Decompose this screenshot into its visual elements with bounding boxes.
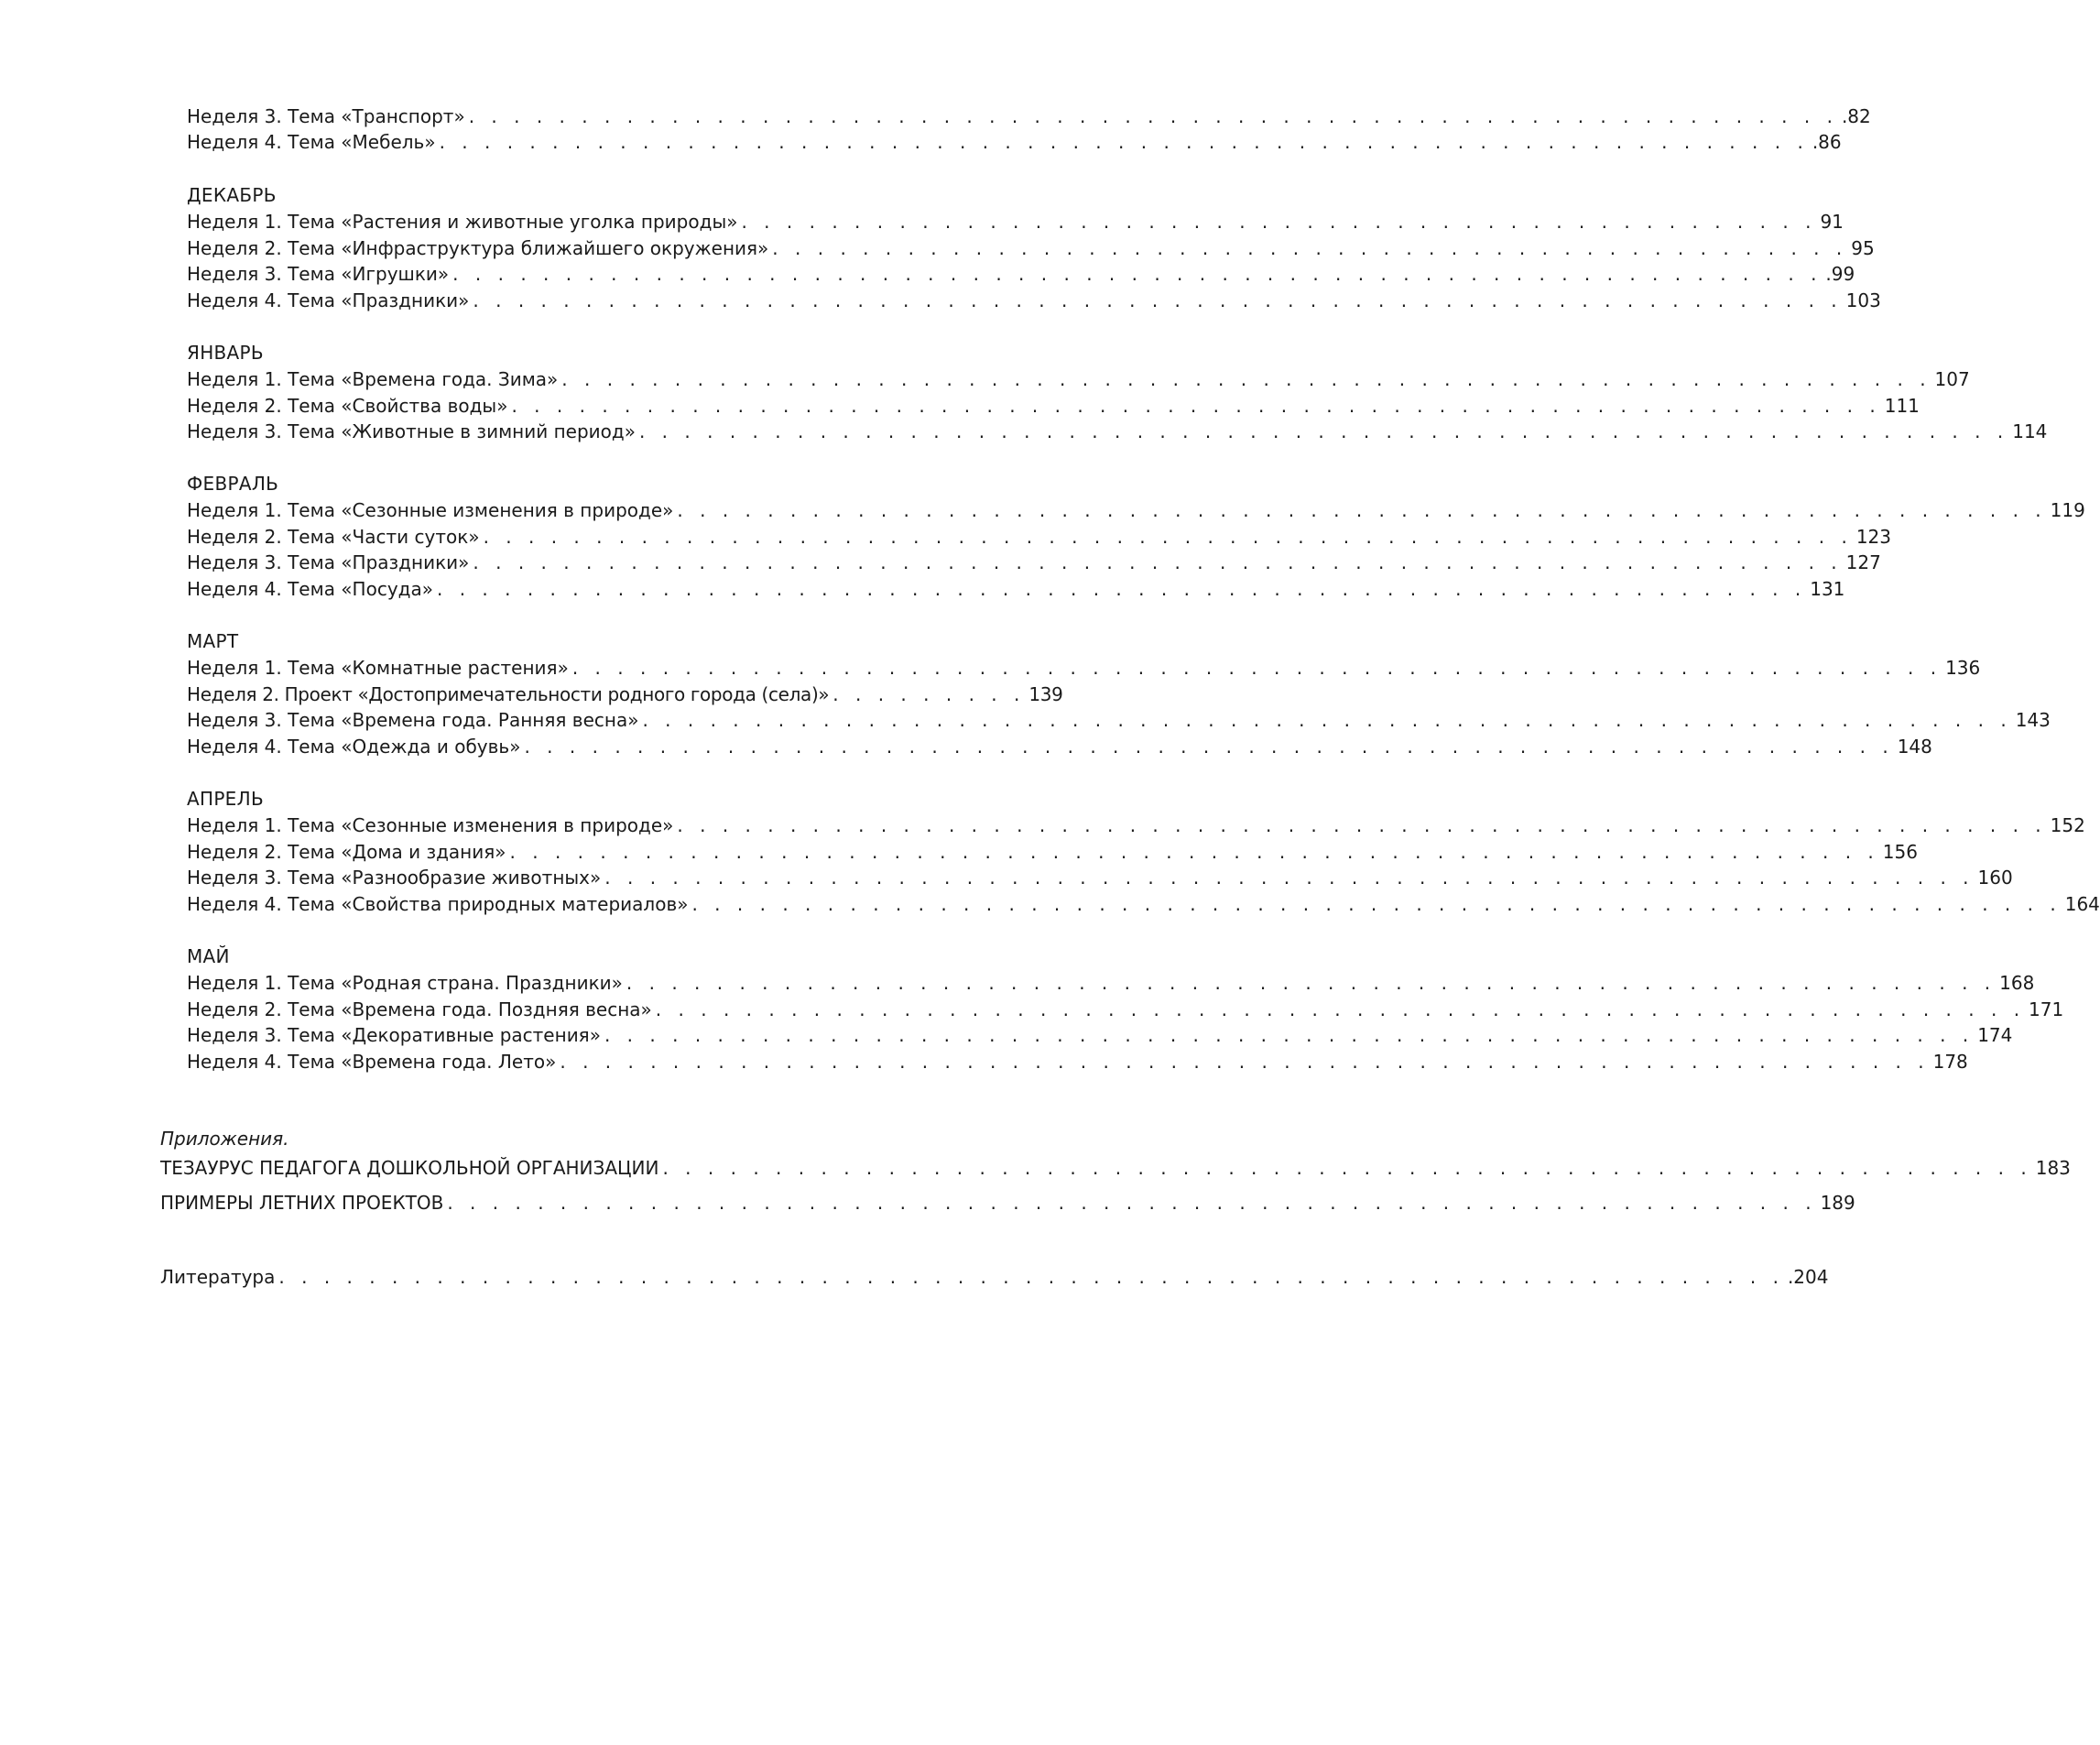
toc-entry[interactable] xyxy=(187,682,1063,707)
toc-entry[interactable] xyxy=(187,419,2048,444)
dot-leader: . . . . . . . . . . . . . . . . . . . . . . . . . . . . . . . . . . . . . . . . . . . . . . . . . . . . . . . . . . . . . xyxy=(561,368,1931,390)
toc-entry[interactable] xyxy=(187,129,1842,155)
entry-title: ПРИМЕРЫ ЛЕТНИХ ПРОЕКТОВ xyxy=(160,1192,444,1214)
dot-leader: . . . . . . . . . . . . . . . . . . . . . . . . . . . . . . . . . . . . . . . . . . . . . . . . xyxy=(741,211,1817,233)
entry-title: Литература xyxy=(160,1266,276,1288)
entry-title: Неделя 4. Тема «Праздники» xyxy=(187,289,470,311)
toc-entry[interactable] xyxy=(187,235,1875,261)
toc-entry[interactable] xyxy=(160,1155,2071,1181)
toc-entry[interactable] xyxy=(187,997,2064,1022)
dot-leader: . . . . . . . . . . . . . . . . . . . . . . . . . . . . . . . . . . . . . . . . . . . . . . . . . . . . . . . . . . . . . xyxy=(604,867,1975,889)
appendix-label: Приложения. xyxy=(160,1128,289,1150)
entry-title: Неделя 2. Тема «Части суток» xyxy=(187,526,480,548)
entry-page: 91 xyxy=(1820,211,1844,233)
toc-entry[interactable] xyxy=(187,865,2013,890)
entry-page: .82 xyxy=(1841,105,1871,127)
dot-leader: . . . . . . . . . . . . . . . . . . . . . . . . . . . . . . . . . . . . . . . . . . . . . . . . xyxy=(772,237,1848,259)
dot-leader: . . . . . . . . . . . . . . . . . . . . . . . . . . . . . . . . . . . . . . . . . . . . . . . . . . . . . . . . . . . . . xyxy=(439,131,1809,153)
entry-title: Неделя 4. Тема «Посуда» xyxy=(187,578,433,600)
entry-page: 178 xyxy=(1932,1051,1968,1073)
dot-leader: . . . . . . . . . . . . . . . . . . . . . . . . . . . . . . . . . . . . . . . . . . . . . . . . . . . . . . . . . . . . . xyxy=(509,841,1879,863)
toc-entry[interactable] xyxy=(160,1190,1855,1216)
entry-page: 139 xyxy=(1028,683,1063,705)
dot-leader: . . . . . . . . . . . . . . . . . . . . . . . . . . . . . . . . . . . . . . . . . . . . . . . . . . . . . . . . . . . . . xyxy=(677,814,2047,836)
entry-title: Неделя 4. Тема «Мебель» xyxy=(187,131,436,153)
entry-title: Неделя 2. Проект «Достопримечательности родного города (села)» xyxy=(187,683,830,705)
entry-title: Неделя 3. Тема «Декоративные растения» xyxy=(187,1024,601,1046)
entry-page: 156 xyxy=(1882,841,1918,863)
toc-entry[interactable] xyxy=(187,655,1981,681)
entry-page: 119 xyxy=(2050,499,2085,521)
entry-page: 152 xyxy=(2050,814,2085,836)
entry-page: 143 xyxy=(2015,709,2051,731)
toc-entry[interactable] xyxy=(187,839,1918,865)
entry-page: 189 xyxy=(1820,1192,1855,1214)
entry-page: 171 xyxy=(2029,998,2064,1020)
entry-title: Неделя 2. Тема «Свойства воды» xyxy=(187,395,508,417)
entry-title: Неделя 2. Тема «Инфраструктура ближайшего окружения» xyxy=(187,237,769,259)
dot-leader: . . . . . . . . . . . . . . . . . . . . . . . . . . . . . . . . . . . . . . . . . . . . . . . . . . . . . . . . . . . . . xyxy=(560,1051,1930,1073)
toc-entry[interactable] xyxy=(187,707,2051,733)
dot-leader: . . . . . . . . . . . . . . . . . . . . . . . . . . . . . . . . . . . . . . . . . . . . . . . . . . . . . . . . . . . . . xyxy=(691,893,2062,915)
entry-title: Неделя 4. Тема «Времена года. Лето» xyxy=(187,1051,557,1073)
entry-page: 95 xyxy=(1851,237,1875,259)
entry-title: ТЕЗАУРУС ПЕДАГОГА ДОШКОЛЬНОЙ ОРГАНИЗАЦИИ xyxy=(160,1157,659,1179)
entry-title: Неделя 3. Тема «Транспорт» xyxy=(187,105,465,127)
toc-entry[interactable] xyxy=(187,261,1855,287)
dot-leader: . . . . . . . . . . . . . . . . . . . . . . . . . . . . . . . . . . . . . . . . . . . . . . . . . . . . . . . . . . . . . xyxy=(655,998,2026,1020)
dot-leader: . . . . . . . . . . . . . . . . . . . . . . . . . . . . . . . . . . . . . . . . . . . . . . . . . . . . . . . . . . . . . xyxy=(604,1024,1975,1046)
entry-page: 103 xyxy=(1845,289,1881,311)
entry-page: 114 xyxy=(2012,420,2048,442)
entry-title: Неделя 2. Тема «Дома и здания» xyxy=(187,841,506,863)
entry-page: 127 xyxy=(1845,551,1881,573)
entry-title: Неделя 1. Тема «Сезонные изменения в природе» xyxy=(187,814,674,836)
toc-entry[interactable] xyxy=(187,497,2085,523)
dot-leader: . . . . . . . . . . . . . . . . . . . . . . . . . . . . . . . . . . . . . . . . . . . . . . . . . . . . . . . . . . . . . xyxy=(468,105,1838,127)
dot-leader: . . . . . . . . . . . . . . . . . . . . . . . . . . . . . . . . . . . . . . . . . . . . . . . . . . . . . . . . . . . . . xyxy=(571,657,1942,679)
entry-title: Неделя 1. Тема «Комнатные растения» xyxy=(187,657,569,679)
entry-title: Неделя 3. Тема «Праздники» xyxy=(187,551,470,573)
toc-entry[interactable] xyxy=(187,1049,1968,1074)
dot-leader: . . . . . . . . . . . . . . . . . . . . . . . . . . . . . . . . . . . . . . . . . . . . . . . . . . . . . . . . . . . . . xyxy=(662,1157,2032,1179)
dot-leader: . . . . . . . . . . . . . . . . . . . . . . . . . . . . . . . . . . . . . . . . . . . . . . . . . . . . . . . . . . . . . xyxy=(511,395,1881,417)
toc-entry[interactable] xyxy=(187,393,1920,419)
entry-title: Неделя 4. Тема «Свойства природных материалов» xyxy=(187,893,689,915)
entry-title: Неделя 4. Тема «Одежда и обувь» xyxy=(187,736,521,758)
entry-title: Неделя 1. Тема «Сезонные изменения в природе» xyxy=(187,499,674,521)
toc-entry[interactable] xyxy=(187,891,2100,917)
entry-page: 174 xyxy=(1977,1024,2013,1046)
dot-leader: . . . . . . . . . . . . . . . . . . . . . . . . . . . . . . . . . . . . . . . . . . . . . . . . . . . . . . . . . . . . . xyxy=(524,736,1894,758)
entry-title: Неделя 3. Тема «Игрушки» xyxy=(187,263,450,285)
month-heading: ФЕВРАЛЬ xyxy=(187,473,279,495)
dot-leader: . . . . . . . . . . . . . . . . . . . . . . . . . . . . . . . . . . . . . . . . . . . . . . . . . . . . . . . . . . . . . xyxy=(436,578,1807,600)
month-heading: МАРТ xyxy=(187,630,239,652)
dot-leader: . . . . . . . . . . . . . . . . . . . . . . . . . . . . . . . . . . . . . . . . . . . . . . . . . . . . . . . . . . . . . xyxy=(483,526,1853,548)
dot-leader: . . . . . . . . . . . . . . . . . . . . . . . . . . . . . . . . . . . . . . . . . . . . . . . . . . . . . . . . . . . . . xyxy=(447,1192,1817,1214)
toc-entry[interactable] xyxy=(187,970,2035,996)
entry-page: 160 xyxy=(1977,867,2013,889)
entry-page: 111 xyxy=(1884,395,1920,417)
entry-page: 107 xyxy=(1934,368,1970,390)
entry-page: 131 xyxy=(1810,578,1845,600)
entry-page: 164 xyxy=(2064,893,2100,915)
dot-leader: . . . . . . . . . . . . . . . . . . . . . . . . . . . . . . . . . . . . . . . . . . . . . . . . . . . . . . . . . . . . . xyxy=(677,499,2047,521)
toc-entry[interactable] xyxy=(187,813,2085,838)
month-heading: ЯНВАРЬ xyxy=(187,342,264,364)
month-heading: МАЙ xyxy=(187,945,230,967)
entry-page: 148 xyxy=(1897,736,1932,758)
toc-entry-literature[interactable] xyxy=(160,1264,1829,1290)
toc-entry[interactable] xyxy=(187,288,1881,313)
toc-entry[interactable] xyxy=(187,576,1845,602)
dot-leader: . . . . . . . . . . . . . . . . . . . . . . . . . . . . . . . . . . . . . . . . . . . . . . . . . . . . . . . . . . . . . xyxy=(473,289,1843,311)
entry-title: Неделя 1. Тема «Родная страна. Праздники» xyxy=(187,972,623,994)
toc-entry[interactable] xyxy=(187,1022,2013,1048)
dot-leader: . . . . . . . . . . . . . . . . . . . . . . . . . . . . . . . . . . . . . . . . . . . . . . . . . . . . . . . . . . . . . xyxy=(626,972,1997,994)
toc-entry[interactable] xyxy=(187,366,1970,392)
entry-title: Неделя 1. Тема «Времена года. Зима» xyxy=(187,368,559,390)
toc-entry[interactable] xyxy=(187,209,1844,234)
toc-entry[interactable] xyxy=(187,550,1881,575)
entry-page: .86 xyxy=(1812,131,1842,153)
entry-title: Неделя 3. Тема «Времена года. Ранняя весна» xyxy=(187,709,639,731)
dot-leader: . . . . . . . . . . . . . . . . . . . . . . . . . . . . . . . . . . . . . . . . . . . . . . . . . . . . . . . . . . . . . xyxy=(642,709,2012,731)
dot-leader: . . . . . . . . . . . . . . . . . . . . . . . . . . . . . . . . . . . . . . . . . . . . . . . . . . . . . . . . . . . . . xyxy=(452,263,1823,285)
entry-title: Неделя 2. Тема «Времена года. Поздняя весна» xyxy=(187,998,652,1020)
dot-leader: . . . . . . . . . . . . . . . . . . . . . . . . . . . . . . . . . . . . . . . . . . . . . . . . . . . . . . . . . . . . . xyxy=(473,551,1843,573)
entry-title: Неделя 1. Тема «Растения и животные уголка природы» xyxy=(187,211,738,233)
toc-entry[interactable] xyxy=(187,104,1871,129)
toc-entry[interactable] xyxy=(187,524,1891,550)
month-heading: ДЕКАБРЬ xyxy=(187,184,277,206)
entry-page: 123 xyxy=(1855,526,1891,548)
entry-page: 183 xyxy=(2035,1157,2071,1179)
entry-page: 168 xyxy=(1999,972,2035,994)
dot-leader: . . . . . . . . . xyxy=(832,683,1026,705)
toc-entry[interactable] xyxy=(187,734,1932,759)
dot-leader: . . . . . . . . . . . . . . . . . . . . . . . . . . . . . . . . . . . . . . . . . . . . . . . . . . . . . . . . . . . . . . . . . . . xyxy=(278,1266,1784,1288)
month-heading: АПРЕЛЬ xyxy=(187,788,264,810)
entry-page: .99 xyxy=(1825,263,1855,285)
dot-leader: . . . . . . . . . . . . . . . . . . . . . . . . . . . . . . . . . . . . . . . . . . . . . . . . . . . . . . . . . . . . . xyxy=(638,420,2009,442)
entry-title: Неделя 3. Тема «Разнообразие животных» xyxy=(187,867,602,889)
entry-title: Неделя 3. Тема «Животные в зимний период» xyxy=(187,420,636,442)
entry-page: .204 xyxy=(1787,1266,1829,1288)
entry-page: 136 xyxy=(1945,657,1981,679)
